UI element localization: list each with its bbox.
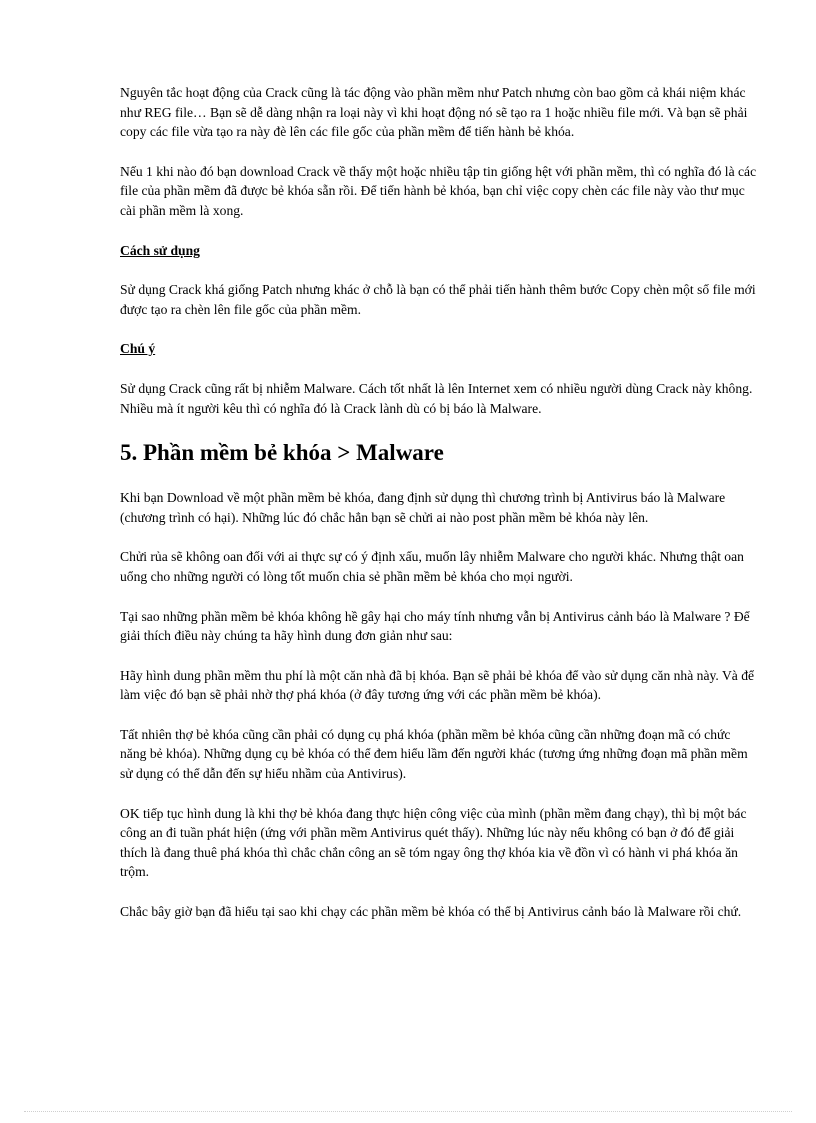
usage-paragraph: Sử dụng Crack khá giống Patch nhưng khác ở chỗ là bạn có thể phải tiến hành thêm bước Copy chèn một số file mới được tạo ra chèn lên file gốc của phần mềm. xyxy=(120,282,756,317)
page-footer-divider xyxy=(24,1111,792,1112)
paragraph: Tất nhiên thợ bẻ khóa cũng cần phải có dụng cụ phá khóa (phần mềm bẻ khóa cũng cần những đoạn mã có chức năng bẻ khóa). Những dụng cụ bẻ khóa có thể đem hiểu lầm đến người khác (tương ứng những đoạn mã phần mềm sử dụng có thể dẫn đến sự hiểu nhầm của Antivirus). xyxy=(120,726,748,782)
note-heading: Chú ý xyxy=(120,341,156,357)
document-page xyxy=(120,83,760,942)
paragraph: Tại sao những phần mềm bẻ khóa không hề gây hại cho máy tính nhưng vẫn bị Antivirus cảnh báo là Malware ? Để giải thích điều này chúng ta hãy hình dung đơn giản như sau: xyxy=(120,608,750,644)
note-paragraph: Sử dụng Crack cũng rất bị nhiễm Malware. Cách tốt nhất là lên Internet xem có nhiều người dùng Crack này không. Nhiều mà ít người kêu thì có nghĩa đó là Crack lành dù có bị báo là Malware. xyxy=(120,380,753,416)
paragraph: Nguyên tắc hoạt động của Crack cũng là tác động vào phần mềm như Patch nhưng còn bao gồm cả khái niệm khác như REG file… Bạn sẽ dễ dàng nhận ra loại này vì khi hoạt động nó sẽ tạo ra 1 hoặc nhiều file mới. Và bạn sẽ phải copy các file vừa tạo ra này đè lên các file gốc của phần mềm để tiến hành bẻ khóa. xyxy=(120,85,748,140)
section-title: 5. Phần mềm bẻ khóa > Malware xyxy=(120,440,444,466)
paragraph: Hãy hình dung phần mềm thu phí là một căn nhà đã bị khóa. Bạn sẽ phải bẻ khóa để vào sử dụng căn nhà này. Và để làm việc đó bạn sẽ phải nhờ thợ phá khóa (ở đây tương ứng với các phần mềm bẻ khóa). xyxy=(120,667,755,703)
usage-heading: Cách sử dụng xyxy=(120,242,200,258)
paragraph: Khi bạn Download về một phần mềm bẻ khóa, đang định sử dụng thì chương trình bị Antivirus báo là Malware (chương trình có hại). Những lúc đó chắc hẳn bạn sẽ chửi ai nào post phần mềm bẻ khóa này lên. xyxy=(120,490,726,525)
paragraph: Nếu 1 khi nào đó bạn download Crack về thấy một hoặc nhiều tập tin giống hệt với phần mềm, thì có nghĩa đó là các file của phần mềm đã được bẻ khóa sẵn rồi. Để tiến hành bẻ khóa, bạn chỉ việc copy chèn các file này vào thư mục cài phần mềm là xong. xyxy=(120,163,757,218)
paragraph: OK tiếp tục hình dung là khi thợ bẻ khóa đang thực hiện công việc của mình (phần mềm đang chạy), thì bị một bác công an đi tuần phát hiện (ứng với phần mềm Antivirus quét thấy). Những lúc này nếu không có bạn ở đó để giải thích là đang thuê phá khóa thì chắc chắn công an sẽ tóm ngay ông thợ khóa kia về đồn vì có hành vi phá khóa ăn trộm. xyxy=(120,805,747,880)
paragraph: Chửi rủa sẽ không oan đối với ai thực sự có ý định xấu, muốn lây nhiễm Malware cho người khác. Nhưng thật oan uổng cho những người có lòng tốt muốn chia sẻ phần mềm bẻ khóa cho mọi người. xyxy=(120,549,744,584)
paragraph: Chắc bây giờ bạn đã hiểu tại sao khi chạy các phần mềm bẻ khóa có thể bị Antivirus cảnh báo là Malware rồi chứ. xyxy=(120,904,742,920)
